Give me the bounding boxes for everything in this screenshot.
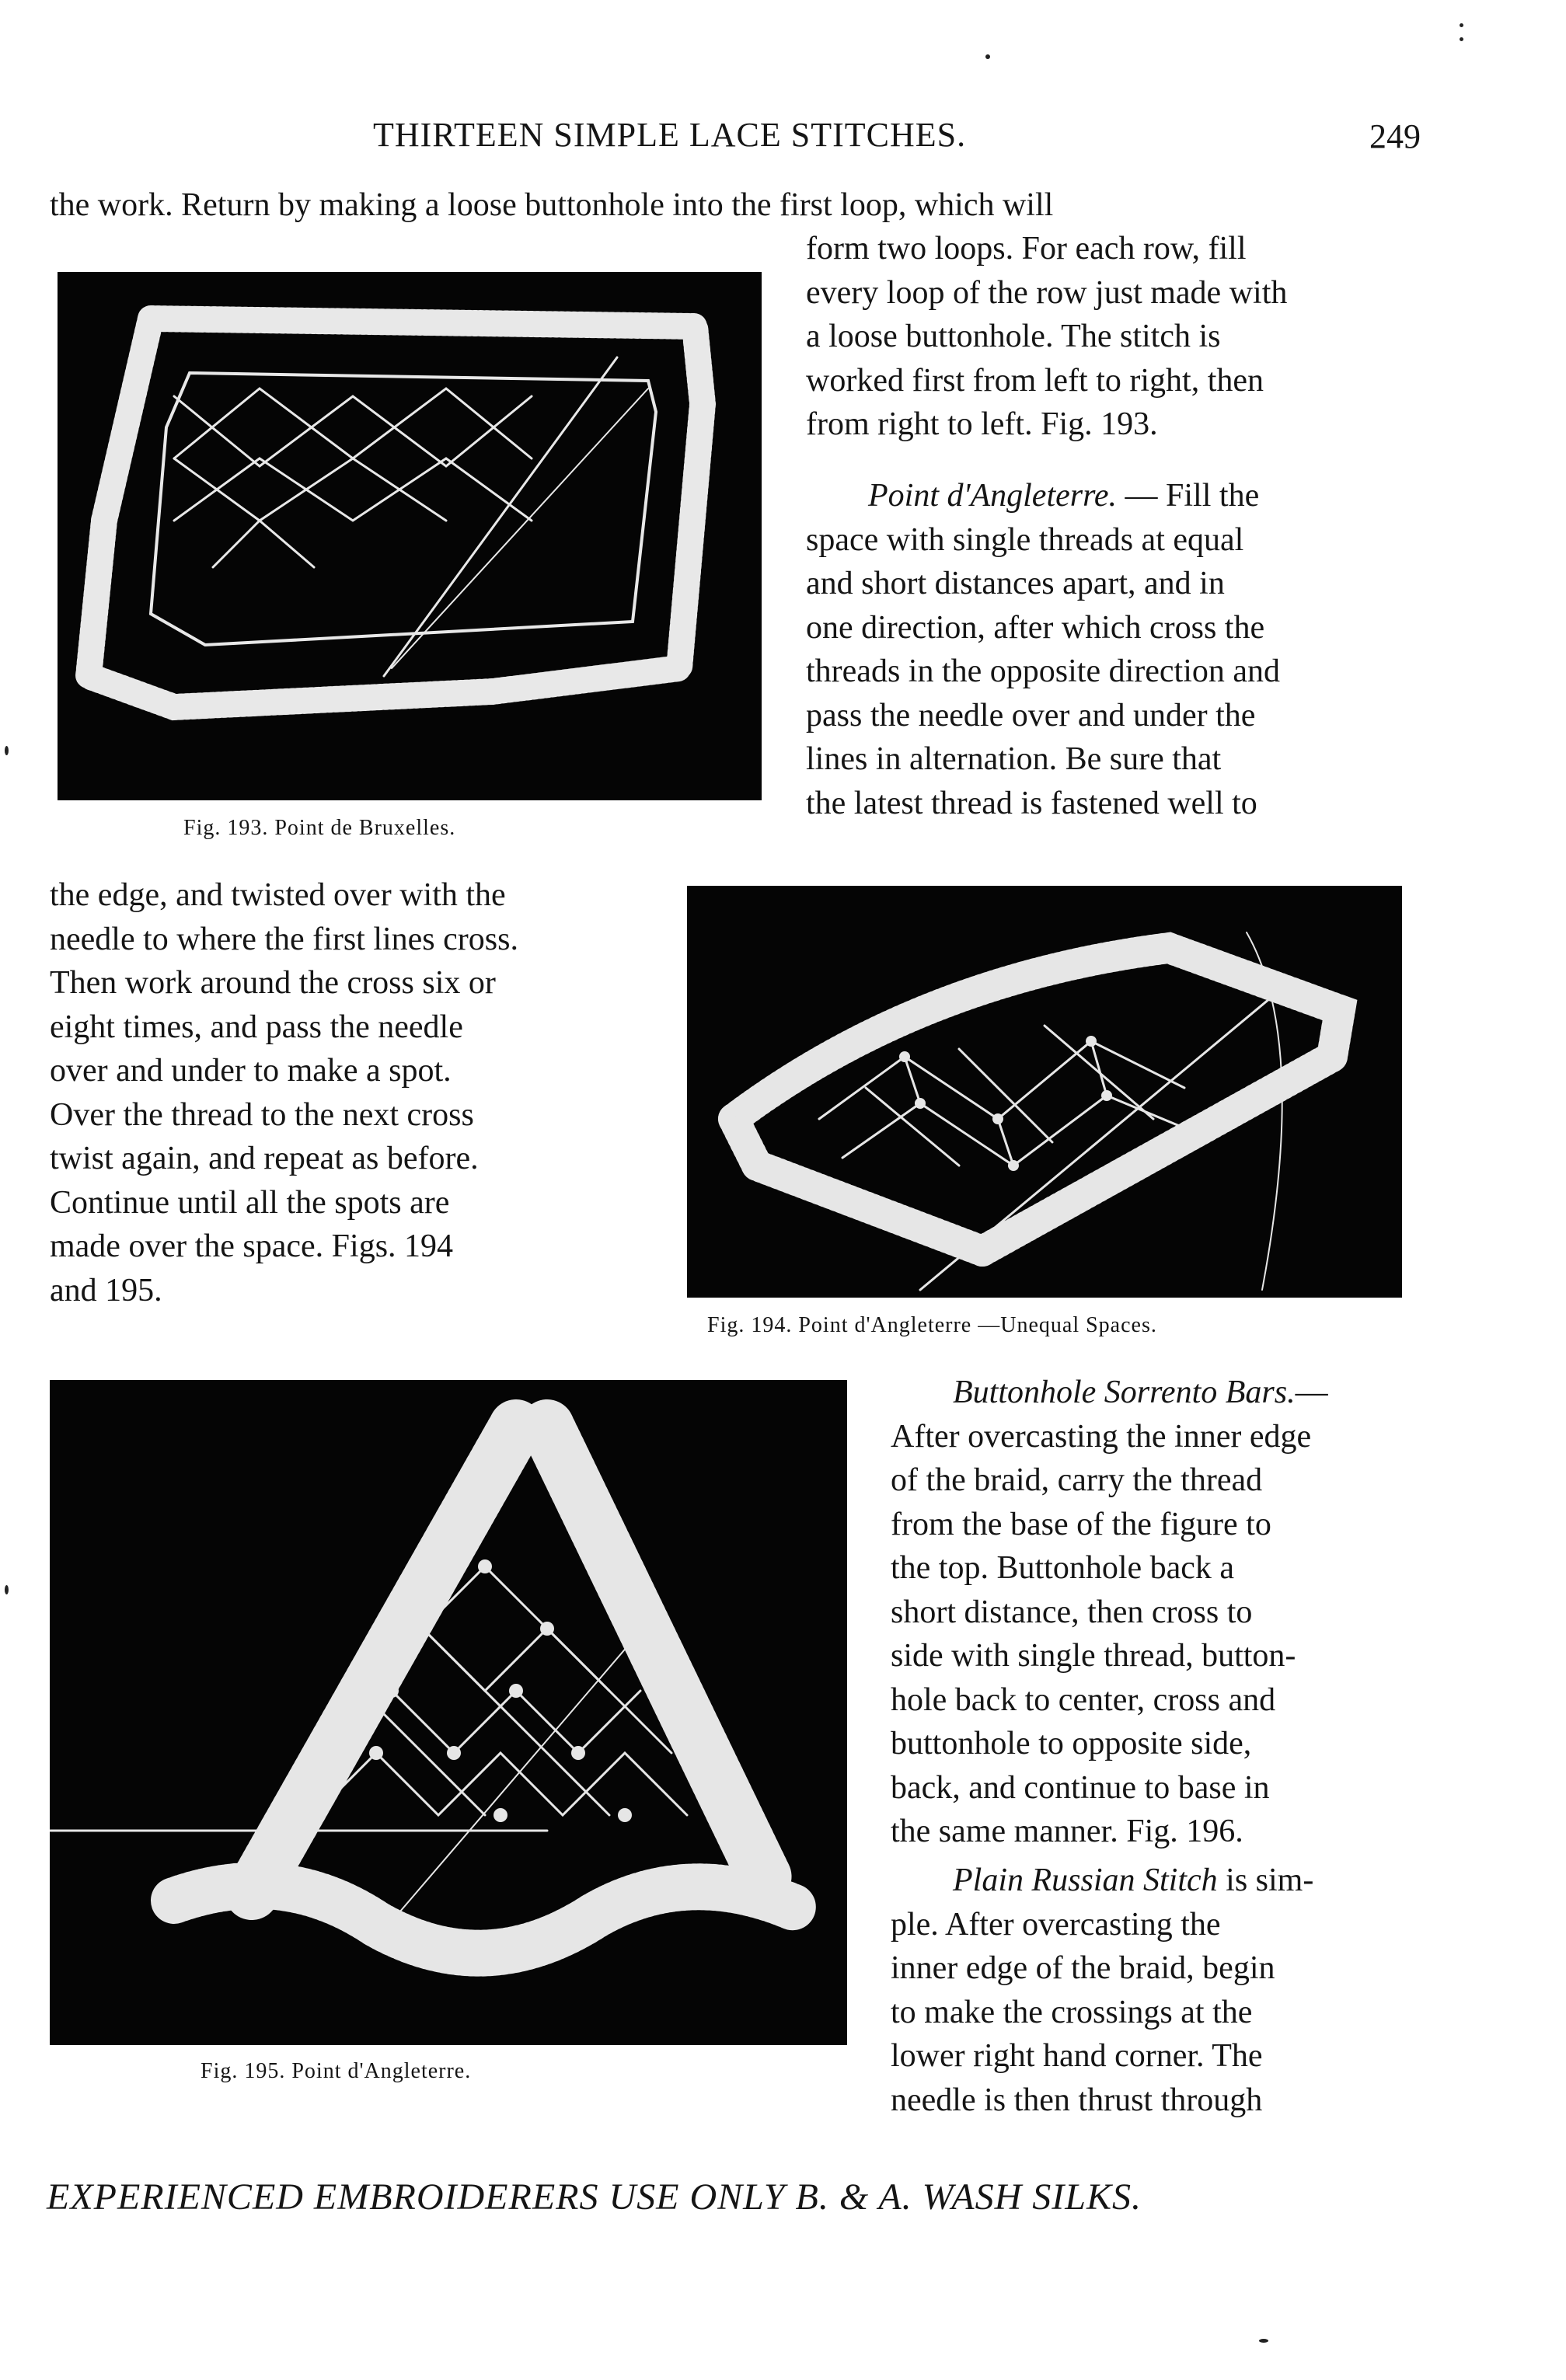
section-title-point-dangleterre: Point d'Angleterre. (868, 478, 1118, 514)
text-line: Then work around the cross six or (50, 965, 496, 1001)
text-line: Continue until all the spots are (50, 1184, 450, 1221)
scan-speck (1460, 37, 1463, 41)
title-dash: — (1295, 1375, 1328, 1410)
text-line: After overcasting the inner edge (891, 1418, 1312, 1455)
paragraph-spots (50, 873, 648, 1312)
text-line: lines in alternation. Be sure that (806, 741, 1222, 777)
text-line: threads in the opposite direction and (806, 653, 1281, 689)
running-title: THIRTEEN SIMPLE LACE STITCHES. (373, 116, 967, 154)
figure-194-caption: Fig. 194. Point d'Angleterre —Unequal Spaces. (707, 1313, 1157, 1337)
section-title-plain-russian-stitch: Plain Russian Stitch (953, 1863, 1218, 1898)
text-line: twist again, and repeat as before. (50, 1141, 479, 1176)
text-line: Over the thread to the next cross (50, 1096, 474, 1133)
text-line: of the braid, carry the thread (891, 1462, 1263, 1498)
scan-speck (5, 746, 9, 755)
figure-193-caption: Fig. 193. Point de Bruxelles. (183, 816, 456, 840)
text-line: lower right hand corner. The (891, 2038, 1263, 2074)
text-line: hole back to center, cross and (891, 1681, 1276, 1718)
text-line: a loose buttonhole. The stitch is (806, 319, 1221, 354)
text-line: to make the crossings at the (891, 1994, 1253, 2030)
paragraph-point-dangleterre (806, 474, 1420, 825)
top-line: the work. Return by making a loose buttonhole into the first loop, which will (50, 187, 1054, 223)
text-line: side with single thread, button- (891, 1638, 1296, 1674)
text-line: the top. Buttonhole back a (891, 1550, 1235, 1586)
text-line: every loop of the row just made with (806, 274, 1288, 311)
text-line: the latest thread is fastened well to (806, 785, 1257, 821)
scan-speck (1460, 23, 1463, 27)
footer-advertisement: EXPERIENCED EMBROIDERERS USE ONLY B. & A. WASH SILKS. (47, 2176, 1142, 2218)
paragraph-plain-russian-stitch (891, 1859, 1421, 2122)
figure-193-image (58, 272, 762, 800)
text-line: made over the space. Figs. 194 (50, 1228, 454, 1264)
text-line: ple. After overcasting the (891, 1906, 1221, 1943)
scan-speck (1259, 2339, 1268, 2343)
text-line: the same manner. Fig. 196. (891, 1814, 1243, 1849)
text-line: space with single threads at equal (806, 521, 1244, 558)
figure-195-image (50, 1380, 847, 2045)
text-line: the edge, and twisted over with the (50, 877, 506, 913)
paragraph-buttonhole-sorrento-bars (891, 1371, 1421, 1854)
text-line: eight times, and pass the needle (50, 1009, 463, 1045)
text-line: short distance, then cross to (891, 1594, 1253, 1630)
paragraph-fill-loops (806, 227, 1420, 447)
text-line: inner edge of the braid, begin (891, 1950, 1275, 1986)
figure-194-image (687, 886, 1402, 1298)
text-line: one direction, after which cross the (806, 609, 1265, 646)
page-number: 249 (1369, 117, 1421, 155)
figure-195-caption: Fig. 195. Point d'Angleterre. (201, 2059, 472, 2083)
scan-speck (5, 1585, 9, 1594)
text-line: and short distances apart, and in (806, 566, 1225, 601)
text-line: back, and continue to base in (891, 1769, 1270, 1806)
text-line: worked first from left to right, then (806, 362, 1264, 399)
text-line: and 195. (50, 1272, 162, 1308)
text-line: is sim- (1217, 1863, 1314, 1898)
section-title-buttonhole-sorrento-bars: Buttonhole Sorrento Bars. (953, 1375, 1296, 1410)
scan-speck (985, 54, 990, 59)
text-line: from right to left. Fig. 193. (806, 406, 1158, 442)
text-line: pass the needle over and under the (806, 697, 1256, 734)
text-line: over and under to make a spot. (50, 1053, 452, 1089)
text-line: from the base of the figure to (891, 1506, 1271, 1542)
text-line: buttonhole to opposite side, (891, 1726, 1252, 1761)
text-line: — Fill the (1117, 478, 1260, 514)
text-line: needle is then thrust through (891, 2082, 1263, 2118)
text-line: needle to where the first lines cross. (50, 921, 518, 957)
text-line: form two loops. For each row, fill (806, 231, 1247, 267)
